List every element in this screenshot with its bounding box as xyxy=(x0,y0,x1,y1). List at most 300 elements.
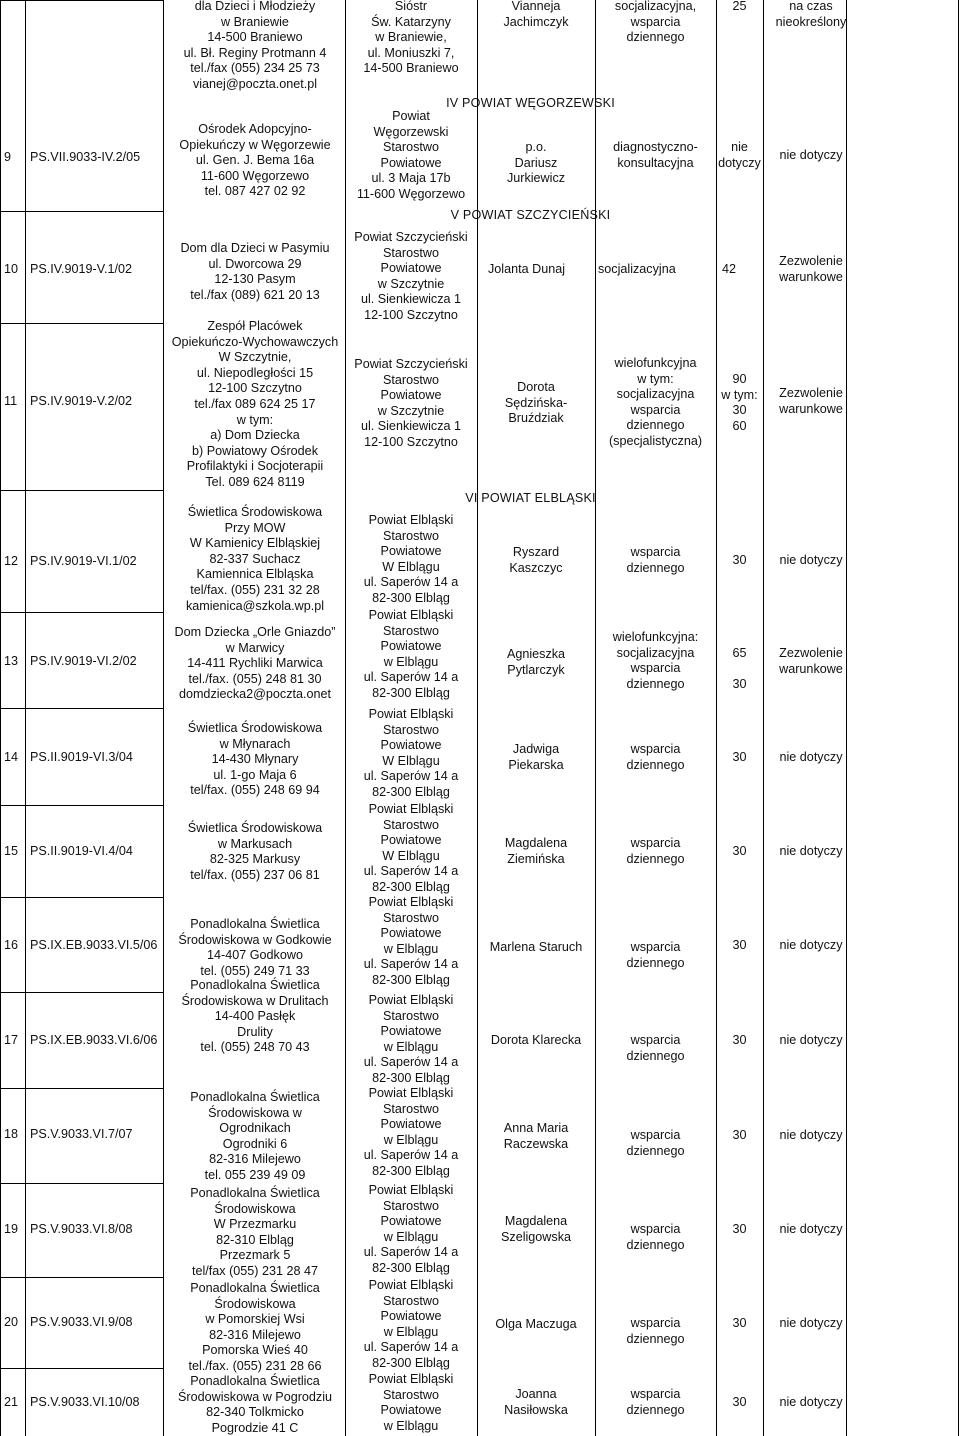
facility-entry-line: Dom dla Dzieci w Pasymiu xyxy=(180,241,330,255)
owner-entry-line: Powiat Elbląski xyxy=(368,1183,454,1197)
row-number xyxy=(4,1395,18,1411)
facility-type-line: wsparcia xyxy=(630,1033,681,1047)
row-code-text: PS.IV.9019-VI.1/02 xyxy=(30,554,137,568)
facility-entry-line: Ponadlokalna Świetlica xyxy=(190,1186,320,1200)
facility-entry-line: Przy MOW xyxy=(224,520,286,535)
facility-entry-line: tel/fax. (055) 237 06 81 xyxy=(190,867,320,882)
facility-entry-line: Środowiskowa w Drulitach xyxy=(181,993,329,1008)
facility-entry-line: Pomorska Wieś 40 xyxy=(202,1343,308,1358)
director-entry xyxy=(478,940,594,956)
row-number-text: 16 xyxy=(4,938,19,952)
facility-type xyxy=(596,356,715,450)
column-divider xyxy=(763,0,764,1436)
facility-type-line: wsparcia xyxy=(630,742,681,756)
facility-type-line: dziennego xyxy=(626,1331,685,1346)
facility-entry-line: Ogrodnikach xyxy=(219,1121,291,1136)
owner-entry xyxy=(347,0,475,77)
facility-entry-line: Ponadlokalna Świetlica xyxy=(190,917,320,931)
section-heading xyxy=(345,491,716,507)
owner-entry-line: Powiatowe xyxy=(380,155,442,170)
facility-type-line: wielofunkcyjna xyxy=(614,356,697,370)
owner-entry-line: 82-300 Elbląg xyxy=(372,1260,450,1275)
column-divider xyxy=(846,0,847,1436)
facility-type xyxy=(596,836,715,867)
permit-status-line: Zezwolenie xyxy=(779,254,843,268)
owner-entry xyxy=(347,895,475,989)
row-code xyxy=(30,844,133,860)
places-count-line: 42 xyxy=(722,262,737,276)
facility-entry-line: a) Dom Dziecka xyxy=(210,428,300,443)
places-count xyxy=(717,1128,762,1144)
owner-entry-line: Powiatowe xyxy=(380,544,442,559)
permit-status xyxy=(764,1395,858,1411)
director-entry-line: Jachimczyk xyxy=(503,14,569,29)
facility-entry-line: ul. 1-go Maja 6 xyxy=(213,767,297,782)
facility-entry-line: Drulity xyxy=(237,1024,273,1039)
director-entry-line: Dorota Klarecka xyxy=(490,1033,582,1047)
director-entry-line: Jadwiga xyxy=(512,742,560,756)
facility-entry-line: tel. (055) 248 70 43 xyxy=(200,1040,310,1055)
owner-entry xyxy=(347,802,475,896)
row-divider xyxy=(0,1368,163,1369)
column-divider xyxy=(958,0,959,1436)
facility-entry-line: Świetlica Środowiskowa xyxy=(187,821,323,835)
permit-status xyxy=(764,1316,858,1332)
facility-type xyxy=(596,630,715,692)
facility-entry-line: 14-411 Rychliki Marwica xyxy=(187,656,323,671)
owner-entry-line: Powiat Szczycieński xyxy=(354,230,468,244)
owner-entry-line: w Elblągu xyxy=(383,1418,439,1433)
row-number xyxy=(4,554,18,570)
facility-entry-line: 14-500 Braniewo xyxy=(207,30,303,45)
facility-entry-line: Środowiskowa xyxy=(214,1296,296,1311)
permit-status xyxy=(764,750,858,766)
facility-entry-line: Świetlica Środowiskowa xyxy=(187,721,323,735)
director-entry xyxy=(478,1033,594,1049)
row-divider xyxy=(0,612,163,613)
row-number-text: 12 xyxy=(4,554,19,568)
owner-entry xyxy=(347,993,475,1087)
director-entry-line: Bruździak xyxy=(508,411,564,426)
director-entry-line: Kaszczyc xyxy=(509,560,563,575)
places-count xyxy=(717,844,762,860)
owner-entry-line: 82-300 Elbląg xyxy=(372,879,450,894)
owner-entry-line: ul. Saperów 14 a xyxy=(363,670,459,685)
permit-status-line: nie dotyczy xyxy=(779,1128,843,1142)
places-count xyxy=(717,1222,762,1238)
row-divider xyxy=(0,1277,163,1278)
places-count xyxy=(717,646,762,693)
owner-entry-line: ul. Saperów 14 a xyxy=(363,864,459,879)
permit-status xyxy=(764,148,858,164)
row-code-text: PS.V.9033.VI.8/08 xyxy=(30,1222,133,1236)
owner-entry-line: Powiatowe xyxy=(380,738,442,753)
director-entry xyxy=(478,1214,594,1245)
facility-entry-line: tel./fax (089) 621 20 13 xyxy=(190,287,320,302)
director-entry xyxy=(478,836,594,867)
owner-entry-line: 82-300 Elbląg xyxy=(372,1163,450,1178)
facility-entry xyxy=(167,978,343,1056)
permit-status-line: nie dotyczy xyxy=(779,553,843,567)
director-entry-line: p.o. xyxy=(525,140,547,154)
facility-entry-line: ul. Dworcowa 29 xyxy=(208,256,302,271)
facility-entry-line: 82-340 Tolkmicko xyxy=(206,1405,304,1420)
owner-entry-line: Starostwo xyxy=(383,910,439,925)
row-number-text: 15 xyxy=(4,844,19,858)
row-code xyxy=(30,750,133,766)
row-divider xyxy=(0,490,163,491)
owner-entry-line: ul. Moniuszki 7, xyxy=(367,45,455,60)
row-number xyxy=(4,1315,18,1331)
facility-entry-line: Opiekuńczo-Wychowawczych xyxy=(171,334,339,349)
row-number xyxy=(4,1127,18,1143)
facility-type xyxy=(596,940,715,971)
owner-entry-line: Powiatowe xyxy=(380,639,442,654)
facility-type-line: wsparcia xyxy=(630,402,681,417)
facility-entry-line: Dom Dziecka „Orle Gniazdo” xyxy=(174,625,336,639)
places-count-line: dotyczy xyxy=(718,155,761,170)
owner-entry-line: Powiatowe xyxy=(380,1309,442,1324)
director-entry-line: Jurkiewicz xyxy=(506,171,566,186)
facility-type xyxy=(596,0,715,46)
owner-entry-line: Powiat Elbląski xyxy=(368,513,454,527)
owner-entry-line: 82-300 Elbląg xyxy=(372,784,450,799)
owner-entry-line: w Szczytnie xyxy=(377,276,445,291)
row-divider xyxy=(0,805,163,806)
facility-type-line: socjalizacyjna xyxy=(616,387,695,402)
places-count-line: 30 xyxy=(732,1128,747,1142)
row-code xyxy=(30,262,132,278)
director-entry xyxy=(478,742,594,773)
permit-status xyxy=(764,254,858,285)
facility-type-line: socjalizacyjna, xyxy=(614,0,697,13)
owner-entry xyxy=(347,513,475,607)
facility-type-line: dziennego xyxy=(626,757,685,772)
facility-type-line: wsparcia xyxy=(630,545,681,559)
owner-entry-line: W Elblągu xyxy=(382,559,440,574)
row-code xyxy=(30,938,157,954)
owner-entry-line: ul. Saperów 14 a xyxy=(363,1055,459,1070)
facility-entry-line: Środowiskowa w Pogrodziu xyxy=(178,1389,332,1404)
facility-entry-line: b) Powiatowy Ośrodek xyxy=(192,443,318,458)
owner-entry-line: Starostwo xyxy=(383,623,439,638)
owner-entry xyxy=(347,1372,475,1434)
row-divider xyxy=(0,323,163,324)
facility-entry xyxy=(167,122,343,200)
places-count-line: 30 xyxy=(732,677,747,692)
facility-entry xyxy=(167,721,343,799)
facility-entry-line: tel/fax. (055) 231 32 28 xyxy=(190,582,320,597)
facility-entry-line: Ponadlokalna Świetlica xyxy=(190,978,320,992)
column-divider xyxy=(25,0,26,1436)
owner-entry-line: Powiat Elbląski xyxy=(368,707,454,721)
row-number-text: 10 xyxy=(4,262,19,276)
row-code-text: PS.V.9033.VI.7/07 xyxy=(30,1127,133,1141)
facility-entry-line: Opiekuńczy w Węgorzewie xyxy=(179,137,331,152)
facility-type-line: diagnostyczno- xyxy=(613,140,698,154)
director-entry-line: Ziemińska xyxy=(507,851,565,866)
facility-entry xyxy=(167,505,343,614)
owner-entry-line: 82-300 Elbląg xyxy=(372,685,450,700)
places-count-line xyxy=(717,662,762,678)
row-code xyxy=(30,654,137,670)
facility-entry-line: Pogrodzie 41 C xyxy=(211,1420,299,1435)
director-entry-line: Vianneja xyxy=(511,0,561,13)
owner-entry-line: 12-100 Szczytno xyxy=(364,434,458,449)
facility-entry-line: tel./fax. (055) 231 28 66 xyxy=(188,1358,322,1373)
permit-status xyxy=(764,646,858,677)
facility-entry-line: Zespół Placówek xyxy=(207,319,303,333)
row-code xyxy=(30,1033,157,1049)
owner-entry-line: ul. Saperów 14 a xyxy=(363,1245,459,1260)
facility-entry xyxy=(167,1281,343,1375)
owner-entry-line: Powiatowe xyxy=(380,1117,442,1132)
permit-status xyxy=(764,1222,858,1238)
director-entry-line: Marlena Staruch xyxy=(489,940,583,954)
facility-type xyxy=(596,140,715,171)
places-count xyxy=(717,140,762,171)
facility-entry-line: w Braniewie xyxy=(221,14,289,29)
facility-entry-line: tel./fax 089 624 25 17 xyxy=(194,396,316,411)
row-number-text: 14 xyxy=(4,750,19,764)
row-number xyxy=(4,150,11,166)
facility-type-line: socjalizacyjna xyxy=(598,262,676,276)
owner-entry-line: W Elblągu xyxy=(382,753,440,768)
director-entry-line: Magdalena xyxy=(504,1214,568,1228)
facility-entry-line: Środowiskowa w Godkowie xyxy=(178,932,332,947)
permit-status-line: nie dotyczy xyxy=(779,1222,843,1236)
permit-status-line: Zezwolenie xyxy=(779,646,843,660)
facility-type-line: dziennego xyxy=(626,955,685,970)
owner-entry-line: ul. Saperów 14 a xyxy=(363,1340,459,1355)
permit-status xyxy=(764,386,858,417)
owner-entry-line: Powiatowe xyxy=(380,833,442,848)
row-number xyxy=(4,394,17,410)
facility-type-line: dziennego xyxy=(626,30,685,45)
row-number xyxy=(4,1222,18,1238)
owner-entry-line: Węgorzewski xyxy=(373,124,449,139)
owner-entry xyxy=(347,1086,475,1180)
owner-entry xyxy=(347,707,475,801)
owner-entry-line: 11-600 Węgorzewo xyxy=(356,186,466,201)
facility-type-line: wsparcia xyxy=(630,1222,681,1236)
owner-entry-line: 82-300 Elbląg xyxy=(372,1355,450,1370)
director-entry-line: Ryszard xyxy=(512,545,560,559)
section-heading xyxy=(345,208,716,224)
permit-status-line: nie dotyczy xyxy=(779,1395,843,1409)
director-entry-line: Jolanta Dunaj xyxy=(488,262,566,276)
places-count xyxy=(722,262,736,278)
owner-entry xyxy=(347,1183,475,1277)
facility-entry-line: Ośrodek Adopcyjno- xyxy=(198,122,312,136)
facility-entry-line: ul. Bł. Reginy Protmann 4 xyxy=(183,45,327,60)
owner-entry-line: w Braniewie, xyxy=(375,30,447,45)
facility-entry xyxy=(167,319,343,491)
permit-status-line: nie dotyczy xyxy=(779,844,843,858)
facility-type-line: wsparcia xyxy=(630,1387,681,1401)
facility-type-line: (specjalistyczna) xyxy=(608,433,703,448)
row-number-text: 9 xyxy=(4,150,12,164)
owner-entry-line: 12-100 Szczytno xyxy=(364,307,458,322)
facility-entry xyxy=(167,625,343,703)
facility-entry xyxy=(167,917,343,979)
row-code xyxy=(30,1222,132,1238)
facility-entry-line: W Przezmarku xyxy=(213,1217,297,1232)
owner-entry-line: Powiat Elbląski xyxy=(368,1086,454,1100)
facility-type-line: wsparcia xyxy=(630,14,681,29)
facility-type xyxy=(596,1033,715,1064)
places-count xyxy=(717,553,762,569)
places-count-line: 30 xyxy=(732,1316,747,1330)
column-divider xyxy=(716,0,717,1436)
permit-status-line: Zezwolenie xyxy=(779,386,843,400)
row-divider xyxy=(0,1088,163,1089)
permit-status xyxy=(764,0,858,30)
facility-entry-line: Świetlica Środowiskowa xyxy=(187,505,323,519)
facility-entry-line: Środowiskowa xyxy=(214,1201,296,1216)
director-entry-line: Olga Maczuga xyxy=(495,1317,577,1331)
owner-entry-line: Starostwo xyxy=(383,817,439,832)
facility-entry-line: ul. Gen. J. Bema 16a xyxy=(195,153,315,168)
section-heading-text: VI POWIAT ELBLĄSKI xyxy=(465,491,596,505)
row-code-text: PS.II.9019-VI.3/04 xyxy=(30,750,133,764)
facility-entry-line: domdziecka2@poczta.onet xyxy=(178,687,332,702)
facility-entry-line: tel/fax (055) 231 28 47 xyxy=(191,1263,319,1278)
facility-type-line: dziennego xyxy=(626,560,685,575)
row-number xyxy=(4,938,18,954)
facility-entry-line: Ponadlokalna Świetlica xyxy=(190,1374,320,1388)
places-count xyxy=(717,938,762,954)
facility-entry-line: Ponadlokalna Świetlica xyxy=(190,1281,320,1295)
facility-type-line: wsparcia xyxy=(630,836,681,850)
permit-status-line: nie dotyczy xyxy=(779,1316,843,1330)
facility-type-line: dziennego xyxy=(626,1237,685,1252)
permit-status-line: na czas xyxy=(789,0,833,13)
owner-entry-line: w Elblągu xyxy=(383,941,439,956)
owner-entry-line: Starostwo xyxy=(383,245,439,260)
facility-entry-line: 14-430 Młynary xyxy=(211,752,299,767)
facility-entry-line: w Marwicy xyxy=(225,640,285,655)
owner-entry-line: Starostwo xyxy=(383,1101,439,1116)
row-code-text: PS.VII.9033-IV.2/05 xyxy=(30,150,141,164)
facility-type-line: konsultacyjna xyxy=(617,155,694,170)
places-count-line: nie xyxy=(731,140,748,154)
owner-entry xyxy=(347,357,475,451)
places-count xyxy=(717,0,762,15)
places-count-line: 30 xyxy=(732,844,747,858)
places-count-line: 30 xyxy=(732,1222,747,1236)
row-code xyxy=(30,1395,139,1411)
row-code xyxy=(30,1315,132,1331)
places-count-line: 30 xyxy=(732,750,747,764)
places-count-line: w tym: xyxy=(721,387,758,402)
facility-entry-line: 82-316 Milejewo xyxy=(209,1327,301,1342)
facility-entry-line: W Szczytnie, xyxy=(218,350,292,365)
owner-entry-line: w Elblągu xyxy=(383,1324,439,1339)
director-entry-line: Pytlarczyk xyxy=(507,662,565,677)
row-code-text: PS.IV.9019-V.2/02 xyxy=(30,394,133,408)
director-entry-line: Dorota xyxy=(517,380,555,394)
places-count-line: 65 xyxy=(732,646,747,660)
places-count xyxy=(717,1033,762,1049)
places-count xyxy=(717,1316,762,1332)
column-divider xyxy=(0,0,1,1436)
places-count-line: 30 xyxy=(732,403,747,418)
owner-entry xyxy=(347,1278,475,1372)
facility-type-line: dziennego xyxy=(626,1143,685,1158)
facility-entry-line: tel/fax. (055) 248 69 94 xyxy=(190,783,320,798)
director-entry-line: Magdalena xyxy=(504,836,568,850)
places-count-line: 60 xyxy=(732,418,747,433)
row-number-text: 18 xyxy=(4,1127,19,1141)
facility-type-line: wielofunkcyjna: xyxy=(612,630,699,644)
owner-entry-line: ul. Sienkiewicza 1 xyxy=(360,292,462,307)
director-entry xyxy=(478,545,594,576)
director-entry xyxy=(478,0,594,30)
row-code xyxy=(30,150,140,166)
facility-entry xyxy=(167,0,343,93)
places-count xyxy=(717,1395,762,1411)
owner-entry-line: w Elblągu xyxy=(383,1039,439,1054)
owner-entry-line: ul. 3 Maja 17b xyxy=(371,171,451,186)
owner-entry-line: Starostwo xyxy=(383,1387,439,1402)
row-divider xyxy=(0,897,163,898)
row-number-text: 20 xyxy=(4,1315,19,1329)
row-code-text: PS.V.9033.VI.9/08 xyxy=(30,1315,133,1329)
facility-entry-line: dla Dzieci i Młodzieży xyxy=(194,0,316,13)
facility-entry-line: tel./fax (055) 234 25 73 xyxy=(190,61,320,76)
permit-status-line: nie dotyczy xyxy=(779,148,843,162)
owner-entry-line: w Elblągu xyxy=(383,654,439,669)
owner-entry-line: Starostwo xyxy=(383,1198,439,1213)
owner-entry-line: Starostwo xyxy=(383,1008,439,1023)
facility-entry-line: 82-316 Milejewo xyxy=(209,1152,301,1167)
permit-status xyxy=(764,938,858,954)
owner-entry-line: Starostwo xyxy=(383,528,439,543)
facility-entry-line: vianej@poczta.onet.pl xyxy=(192,76,318,91)
section-heading-text: V POWIAT SZCZYCIEŃSKI xyxy=(450,208,611,222)
facility-entry-line: tel./fax. (055) 248 81 30 xyxy=(188,671,322,686)
facility-entry-line: tel. 055 239 49 09 xyxy=(204,1167,306,1182)
director-entry xyxy=(488,262,565,278)
owner-entry-line: 82-300 Elbląg xyxy=(372,590,450,605)
facility-entry-line: w Pomorskiej Wsi xyxy=(205,1312,305,1327)
row-code-text: PS.II.9019-VI.4/04 xyxy=(30,844,133,858)
places-count xyxy=(717,372,762,434)
facility-type-line: wsparcia xyxy=(630,1128,681,1142)
facility-type xyxy=(596,1387,715,1418)
owner-entry-line: Powiat xyxy=(392,109,430,123)
facility-type-line: wsparcia xyxy=(630,1316,681,1330)
places-count xyxy=(717,750,762,766)
owner-entry xyxy=(347,230,475,324)
facility-entry-line: 11-600 Węgorzewo xyxy=(200,168,310,183)
row-number-text: 17 xyxy=(4,1033,19,1047)
row-divider xyxy=(0,0,163,1)
row-code xyxy=(30,554,137,570)
section-heading-text: IV POWIAT WĘGORZEWSKI xyxy=(446,96,615,110)
owner-entry-line: Powiatowe xyxy=(380,388,442,403)
row-code-text: PS.V.9033.VI.10/08 xyxy=(30,1395,140,1409)
director-entry xyxy=(478,380,594,427)
owner-entry xyxy=(347,608,475,702)
facility-type-line: wsparcia xyxy=(630,940,681,954)
row-number-text: 21 xyxy=(4,1395,19,1409)
row-number xyxy=(4,750,18,766)
owner-entry-line: Powiat Elbląski xyxy=(368,608,454,622)
facility-type xyxy=(596,545,715,576)
facility-entry-line: 82-310 Elbląg xyxy=(216,1232,294,1247)
